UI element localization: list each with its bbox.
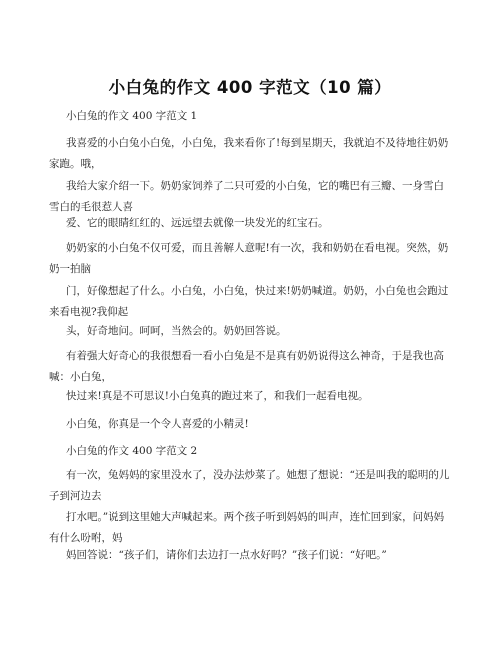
paragraph-4: 奶奶家的小白兔不仅可爱，而且善解人意呢!有一次，我和奶奶在看电视。突然，奶奶一拍脑 [49,242,449,275]
paragraph-8: 快过来!真是不可思议!小白兔真的跑过来了，和我们一起看电视。 [66,390,369,402]
paragraph-11: 打水吧。”说到这里她大声喊起来。两个孩子听到妈妈的叫声，连忙回到家，问妈妈有什么吩咐，妈 [49,511,445,544]
paragraph-6: 头，好奇地问。呵呵，当然会的。奶奶回答说。 [66,325,287,337]
document-title: 小白兔的作文 400 字范文（10 篇） [108,78,392,97]
paragraph-10: 有一次，兔妈妈的家里没水了，没办法炒菜了。她想了想说：“还是叫我的聪明的儿子到河边去 [49,469,450,502]
paragraph-5: 门，好像想起了什么。小白兔，小白兔，快过来!奶奶喊道。奶奶，小白兔也会跑过来看电视?我仰起 [49,285,449,318]
paragraph-9: 小白兔，你真是一个令人喜爱的小精灵! [66,418,249,430]
essay-heading-1: 小白兔的作文 400 字范文 1 [66,110,198,122]
paragraph-12: 妈回答说：“孩子们，请你们去边打一点水好吗？”孩子们说：“好吧。” [66,549,387,561]
paragraph-2: 我给大家介绍一下。奶奶家饲养了二只可爱的小白兔，它的嘴巴有三瓣、一身雪白雪白的毛很惹人喜 [49,180,444,213]
essay-heading-2: 小白兔的作文 400 字范文 2 [66,445,198,457]
paragraph-1: 我喜爱的小白兔小白兔，小白兔，我来看你了!每到星期天，我就迫不及待地往奶奶家跑。哦， [49,137,449,170]
paragraph-3: 爱、它的眼睛红红的、远远望去就像一块发光的红宝石。 [66,217,329,229]
paragraph-7: 有着强大好奇心的我很想看一看小白兔是不是真有奶奶说得这么神奇，于是我也高喊：小白兔， [49,350,444,383]
